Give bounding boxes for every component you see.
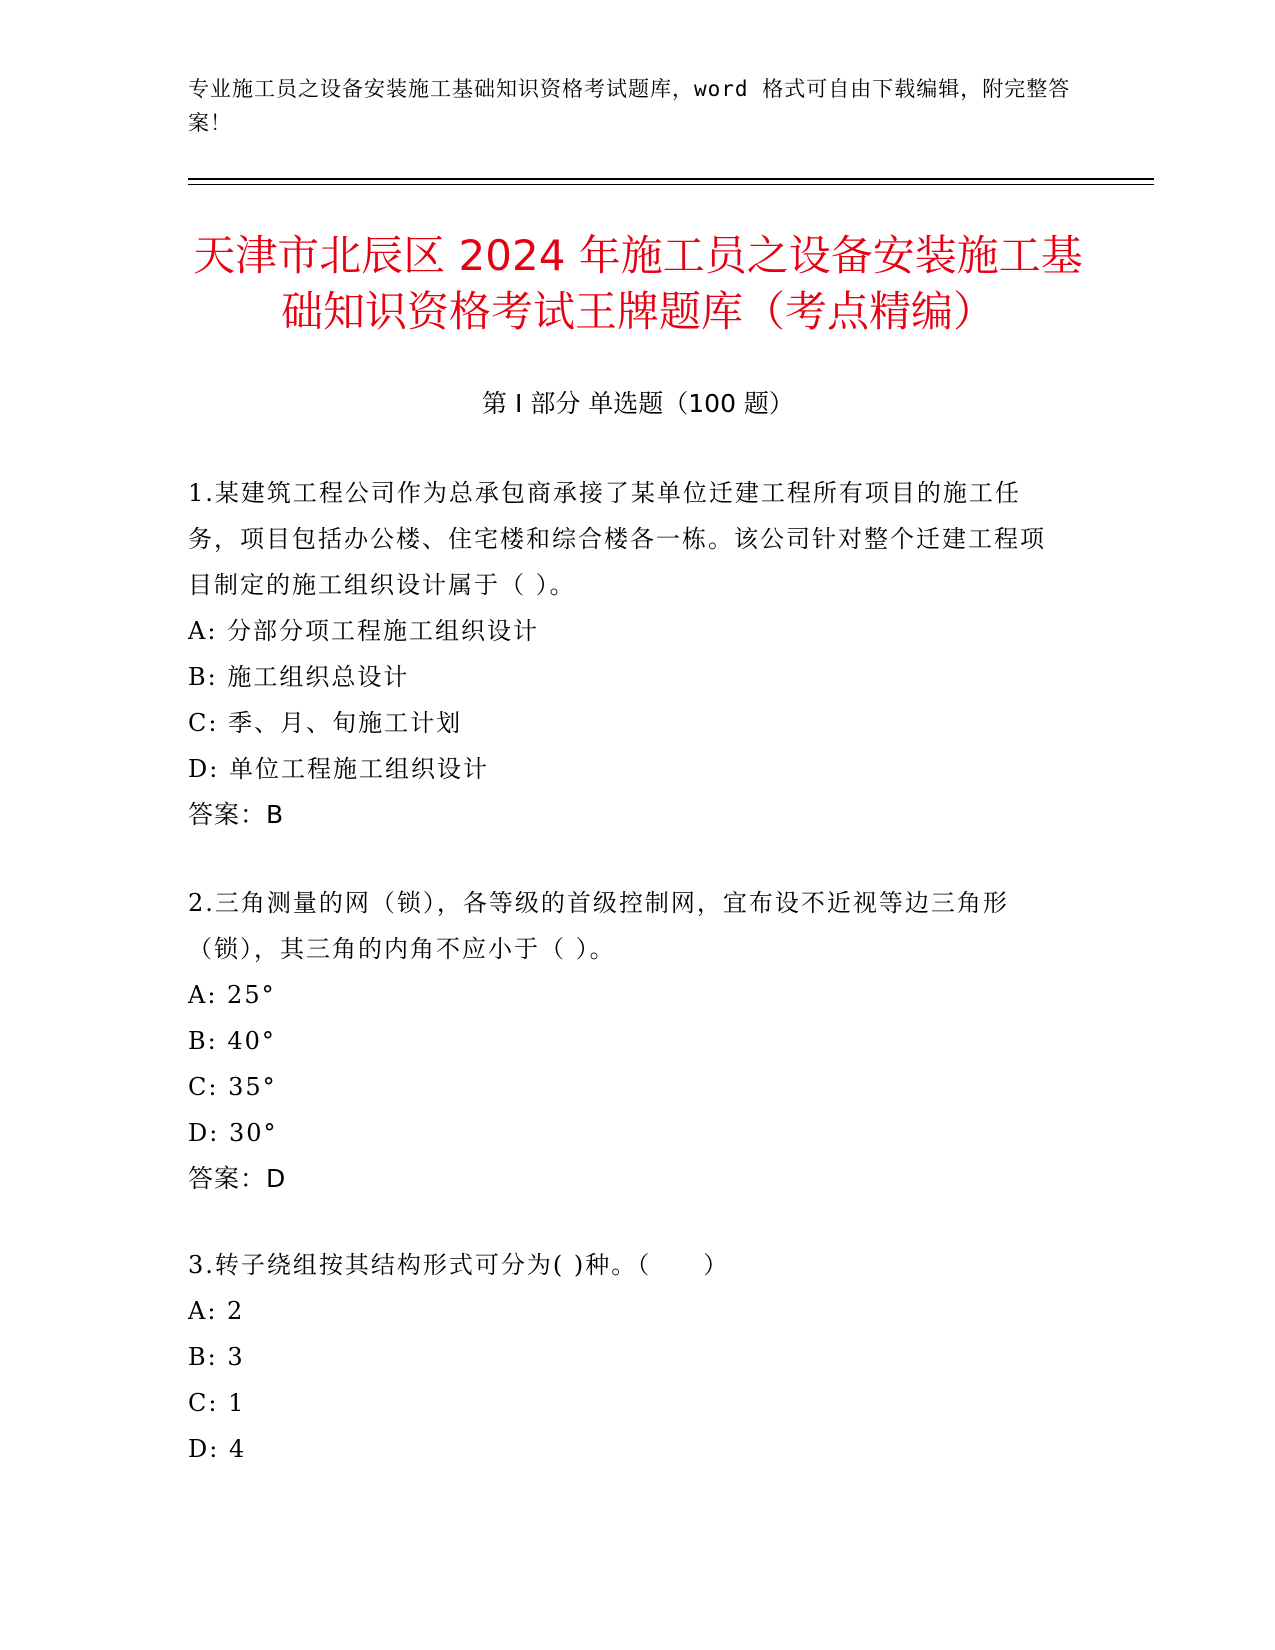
section-title: 第 I 部分 单选题（100 题） (482, 389, 794, 418)
question-3 (188, 1242, 1068, 1472)
question-2 (188, 880, 1068, 1202)
document-title: 天津市北辰区 2024 年施工员之设备安装施工基础知识资格考试王牌题库（考点精编） (193, 231, 1083, 336)
question-option-c: C: 35° (188, 1073, 277, 1101)
question-1 (188, 470, 1068, 838)
question-option-b: B: 40° (188, 1027, 276, 1055)
question-stem: 1.某建筑工程公司作为总承包商承接了某单位迁建工程所有项目的施工任务，项目包括办公楼、住宅楼和综合楼各一栋。该公司针对整个迁建工程项目制定的施工组织设计属于（ ）。 (188, 479, 1046, 599)
question-option-a: A: 2 (188, 1297, 245, 1325)
question-option-b: B: 施工组织总设计 (188, 663, 410, 691)
question-option-a: A: 25° (188, 981, 276, 1009)
question-stem: 2.三角测量的网（锁），各等级的首级控制网，宜布设不近视等边三角形（锁），其三角的内角不应小于（ ）。 (188, 889, 1009, 963)
question-option-a: A: 分部分项工程施工组织设计 (188, 617, 540, 645)
question-option-d: D: 30° (188, 1119, 278, 1147)
question-option-c: C: 1 (188, 1389, 246, 1417)
question-stem: 3.转子绕组按其结构形式可分为( )种。（ ） (188, 1251, 730, 1279)
question-option-c: C: 季、月、旬施工计划 (188, 709, 463, 737)
question-option-b: B: 3 (188, 1343, 245, 1371)
question-option-d: D: 单位工程施工组织设计 (188, 755, 489, 783)
question-option-d: D: 4 (188, 1435, 247, 1463)
question-answer: 答案：B (188, 800, 285, 829)
header-note: 专业施工员之设备安装施工基础知识资格考试题库，word 格式可自由下载编辑，附完整答案！ (188, 77, 1071, 135)
header-rule-thin (188, 184, 1154, 185)
header-rule-thick (188, 178, 1154, 180)
question-answer: 答案：D (188, 1164, 287, 1193)
